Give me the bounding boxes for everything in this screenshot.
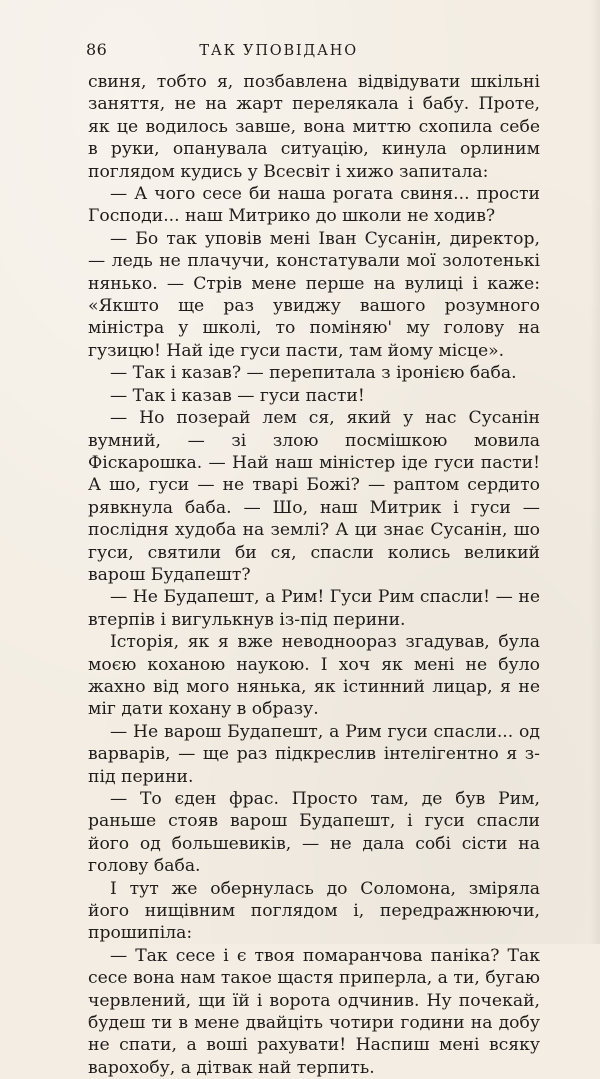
paragraph-12: — Так сесе і є твоя помаранчова паніка? Так сесе вона нам такое щастя приперла, а ти, бугаю червлений, щи їй і ворота одчинив. Ну почекай, будеш ти в мене двайціть чотири години на добу не спати, а воші рахувати! Наспиш мені всяку варохобу, а дітвак най терпить. [88, 945, 540, 1078]
paragraph-6: — Но позерай лем ся, який у нас Сусанін вумний, — зі злою посмішкою мовила Фіскарошка. — Най наш міністер іде гуси пасти! А шо, гуси — не тварі Божі? — раптом сердито рявкнула баба. — Шо, наш Митрик і гуси — послідня худоба на землі? А ци знає Сусанін, шо гуси, святили би ся, спасли колись великий варош Будапешт? [88, 408, 540, 585]
paragraph-1: свиня, тобто я, позбавлена відвідувати шкільні заняття, не на жарт перелякала і бабу. Проте, як це водилось завше, вона миттю схопила себе в руки, опанувала ситуацію, кинула орлиним поглядом кудись у Всесвіт і хижо запитала: [88, 72, 540, 182]
body-text [88, 71, 540, 1079]
paragraph-7: — Не Будапешт, а Рим! Гуси Рим спасли! — не втерпів і вигулькнув із-під перини. [88, 587, 540, 630]
page-edge-shadow [590, 0, 600, 944]
paragraph-11: І тут же обернулась до Соломона, зміряла його нищівним поглядом і, передражнюючи, прошипіла: [88, 878, 540, 944]
paragraph-2: — А чого сесе би наша рогата свиня... прости Господи... наш Митрико до школи не ходив? [88, 184, 540, 227]
page-number: 86 [86, 40, 108, 59]
paragraph-9: — Не варош Будапешт, а Рим гуси спасли... од варварів, — ще раз підкреслив інтелігентно я з-під перини. [88, 721, 540, 787]
paragraph-5: — Так і казав — гуси пасти! [110, 385, 365, 406]
running-title: ТАК УПОВІДАНО [199, 43, 358, 59]
paragraph-3: — Бо так уповів мені Іван Сусанін, директор, — ледь не плачучи, констатували мої золотенькі нянько. — Стрів мене перше на вулиці і каже: «Якшто ще раз увиджу вашого розумного міністра у школі, то поміняю' му голову на гузицю! Най іде гуси пасти, там йому місце». [88, 228, 540, 361]
paragraph-4: — Так і казав? — перепитала з іронією баба. [110, 363, 517, 384]
paragraph-10: — То єден фрас. Просто там, де був Рим, раньше стояв варош Будапешт, і гуси спасли його од большевиків, — не дала собі сісти на голову баба. [88, 789, 540, 877]
page-header [86, 40, 530, 64]
paragraph-8: Історія, як я вже неводноораз згадував, була моєю коханою наукою. І хоч як мені не було жахно від мого нянька, як істинний лицар, я не міг дати кохану в образу. [88, 632, 540, 720]
